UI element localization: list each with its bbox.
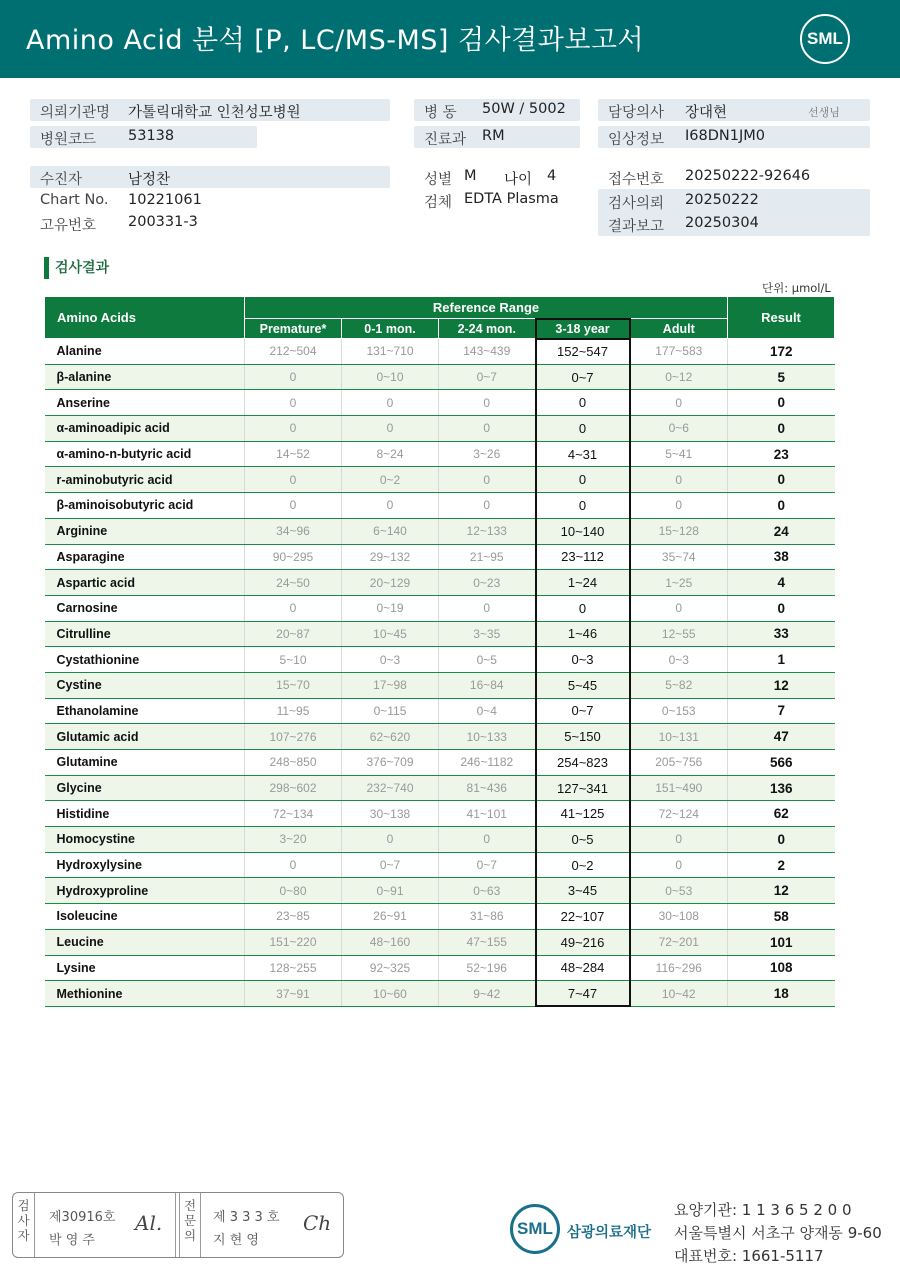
- infant-range: 0~23: [439, 570, 536, 596]
- newborn-range: 62~620: [342, 724, 439, 750]
- department-label: 진료과: [424, 132, 467, 148]
- newborn-range: 0~115: [342, 698, 439, 724]
- child-range: 0~7: [536, 364, 630, 390]
- adult-range: 0~6: [630, 416, 728, 442]
- table-row: [45, 929, 835, 955]
- premature-range: 0: [245, 467, 342, 493]
- adult-range: 5~82: [630, 672, 728, 698]
- child-range: 41~125: [536, 801, 630, 827]
- child-header: 3-18 year: [536, 319, 630, 339]
- amino-acid-name: β-aminoisobutyric acid: [45, 493, 245, 519]
- child-range: 152~547: [536, 339, 630, 365]
- child-range: 10~140: [536, 518, 630, 544]
- amino-acid-name: Citrulline: [45, 621, 245, 647]
- table-row: [45, 467, 835, 493]
- result-value: 24: [728, 518, 835, 544]
- adult-range: 5~41: [630, 441, 728, 467]
- infant-range: 21~95: [439, 544, 536, 570]
- result-value: 12: [728, 878, 835, 904]
- amino-acid-name: α-amino-n-butyric acid: [45, 441, 245, 467]
- unit-label: 단위: μmol/L: [762, 281, 831, 295]
- newborn-range: 8~24: [342, 441, 439, 467]
- infant-range: 0: [439, 595, 536, 621]
- child-range: 0: [536, 416, 630, 442]
- amino-acid-name: Hydroxyproline: [45, 878, 245, 904]
- table-row: [45, 518, 835, 544]
- adult-range: 0: [630, 595, 728, 621]
- table-row: [45, 904, 835, 930]
- table-row: [45, 878, 835, 904]
- newborn-range: 0: [342, 827, 439, 853]
- infant-range: 9~42: [439, 981, 536, 1007]
- sml-logo: SML: [800, 14, 850, 64]
- premature-range: 34~96: [245, 518, 342, 544]
- adult-range: 151~490: [630, 775, 728, 801]
- premature-range: 11~95: [245, 698, 342, 724]
- child-range: 0: [536, 493, 630, 519]
- amino-acid-name: Glutamic acid: [45, 724, 245, 750]
- premature-header: Premature*: [245, 319, 342, 339]
- newborn-range: 0: [342, 416, 439, 442]
- specialist-number: 제 3 3 3 호: [213, 1210, 280, 1225]
- premature-range: 128~255: [245, 955, 342, 981]
- result-value: 0: [728, 390, 835, 416]
- infant-range: 0: [439, 493, 536, 519]
- amino-acid-name: Histidine: [45, 801, 245, 827]
- newborn-range: 6~140: [342, 518, 439, 544]
- newborn-range: 0~19: [342, 595, 439, 621]
- child-range: 1~24: [536, 570, 630, 596]
- adult-range: 0~153: [630, 698, 728, 724]
- sml-footer-logo: SML: [510, 1204, 560, 1254]
- premature-range: 151~220: [245, 929, 342, 955]
- table-row: [45, 801, 835, 827]
- table-row: [45, 570, 835, 596]
- result-value: 566: [728, 750, 835, 776]
- newborn-range: 232~740: [342, 775, 439, 801]
- result-value: 1: [728, 647, 835, 673]
- table-row: [45, 827, 835, 853]
- infant-range: 0: [439, 390, 536, 416]
- infant-range: 0~5: [439, 647, 536, 673]
- result-value: 58: [728, 904, 835, 930]
- newborn-range: 48~160: [342, 929, 439, 955]
- result-value: 136: [728, 775, 835, 801]
- infant-range: 3~26: [439, 441, 536, 467]
- child-range: 5~150: [536, 724, 630, 750]
- table-row: [45, 647, 835, 673]
- child-range: 5~45: [536, 672, 630, 698]
- signature-box: [12, 1192, 344, 1258]
- table-row: [45, 595, 835, 621]
- infant-range: 3~35: [439, 621, 536, 647]
- result-value: 33: [728, 621, 835, 647]
- doctor-value: 장대현: [685, 105, 728, 121]
- child-range: 0: [536, 390, 630, 416]
- amino-acid-name: Glycine: [45, 775, 245, 801]
- newborn-range: 30~138: [342, 801, 439, 827]
- adult-range: 0~3: [630, 647, 728, 673]
- report-date-value: 20250304: [685, 215, 759, 231]
- result-value: 101: [728, 929, 835, 955]
- infant-range: 52~196: [439, 955, 536, 981]
- table-row: [45, 698, 835, 724]
- amino-acid-name: Arginine: [45, 518, 245, 544]
- newborn-range: 29~132: [342, 544, 439, 570]
- table-row: [45, 441, 835, 467]
- result-value: 38: [728, 544, 835, 570]
- infant-range: 81~436: [439, 775, 536, 801]
- phone-number: 대표번호: 1661-5117: [674, 1247, 824, 1265]
- infant-range: 0: [439, 827, 536, 853]
- newborn-range: 0~3: [342, 647, 439, 673]
- adult-header: Adult: [630, 319, 728, 339]
- chart-number-label: Chart No.: [40, 192, 109, 208]
- child-range: 0: [536, 595, 630, 621]
- table-row: [45, 339, 835, 365]
- adult-range: 12~55: [630, 621, 728, 647]
- adult-range: 177~583: [630, 339, 728, 365]
- amino-acid-name: Homocystine: [45, 827, 245, 853]
- amino-acid-name: Leucine: [45, 929, 245, 955]
- adult-range: 0~53: [630, 878, 728, 904]
- request-date-value: 20250222: [685, 192, 759, 208]
- amino-acid-name: Isoleucine: [45, 904, 245, 930]
- table-row: [45, 493, 835, 519]
- infant-range: 0: [439, 467, 536, 493]
- premature-range: 20~87: [245, 621, 342, 647]
- address: 서울특별시 서초구 양재동 9-60: [674, 1224, 882, 1242]
- infant-range: 16~84: [439, 672, 536, 698]
- newborn-header: 0-1 mon.: [342, 319, 439, 339]
- institution-code: 요양기관: 1 1 3 6 5 2 0 0: [674, 1201, 852, 1219]
- result-value: 62: [728, 801, 835, 827]
- infant-range: 10~133: [439, 724, 536, 750]
- child-range: 254~823: [536, 750, 630, 776]
- adult-range: 15~128: [630, 518, 728, 544]
- result-value: 0: [728, 416, 835, 442]
- result-value: 0: [728, 827, 835, 853]
- newborn-range: 17~98: [342, 672, 439, 698]
- adult-range: 30~108: [630, 904, 728, 930]
- premature-range: 0: [245, 390, 342, 416]
- examiner-name: 박 영 주: [49, 1233, 95, 1248]
- infant-range: 143~439: [439, 339, 536, 365]
- amino-acids-header: Amino Acids: [45, 297, 245, 339]
- infant-range: 47~155: [439, 929, 536, 955]
- premature-range: 15~70: [245, 672, 342, 698]
- hospital-code-label: 병원코드: [40, 132, 97, 148]
- result-value: 4: [728, 570, 835, 596]
- premature-range: 37~91: [245, 981, 342, 1007]
- report-date-label: 결과보고: [608, 219, 665, 235]
- infant-range: 246~1182: [439, 750, 536, 776]
- newborn-range: 26~91: [342, 904, 439, 930]
- reference-range-header: Reference Range: [245, 297, 728, 319]
- child-range: 4~31: [536, 441, 630, 467]
- doctor-label: 담당의사: [608, 105, 665, 121]
- table-row: [45, 390, 835, 416]
- patient-label: 수진자: [40, 172, 83, 188]
- premature-range: 5~10: [245, 647, 342, 673]
- receipt-value: 20250222-92646: [685, 168, 811, 184]
- adult-range: 0: [630, 827, 728, 853]
- newborn-range: 131~710: [342, 339, 439, 365]
- result-value: 0: [728, 467, 835, 493]
- specialist-signature: Ch: [303, 1211, 332, 1235]
- doctor-suffix: 선생님: [808, 106, 840, 119]
- table-row: [45, 852, 835, 878]
- newborn-range: 92~325: [342, 955, 439, 981]
- amino-acid-name: β-alanine: [45, 364, 245, 390]
- adult-range: 0: [630, 390, 728, 416]
- table-row: [45, 775, 835, 801]
- premature-range: 0: [245, 416, 342, 442]
- amino-acid-name: Lysine: [45, 955, 245, 981]
- child-range: 48~284: [536, 955, 630, 981]
- result-value: 7: [728, 698, 835, 724]
- premature-range: 212~504: [245, 339, 342, 365]
- table-row: [45, 416, 835, 442]
- receipt-label: 접수번호: [608, 172, 665, 188]
- amino-acid-name: Cystathionine: [45, 647, 245, 673]
- amino-acid-name: Cystine: [45, 672, 245, 698]
- adult-range: 10~131: [630, 724, 728, 750]
- examiner-label: 검사자: [13, 1193, 35, 1257]
- premature-range: 24~50: [245, 570, 342, 596]
- newborn-range: 0: [342, 390, 439, 416]
- results-table: [44, 296, 835, 1007]
- signature-divider: [175, 1193, 176, 1257]
- adult-range: 35~74: [630, 544, 728, 570]
- info-bar: [30, 166, 390, 188]
- organization-name: 삼광의료재단: [567, 1225, 652, 1241]
- results-body: [45, 339, 835, 1007]
- premature-range: 90~295: [245, 544, 342, 570]
- child-range: 127~341: [536, 775, 630, 801]
- specialist-name: 지 현 영: [213, 1233, 259, 1248]
- result-value: 0: [728, 595, 835, 621]
- premature-range: 0: [245, 595, 342, 621]
- result-value: 2: [728, 852, 835, 878]
- adult-range: 0: [630, 467, 728, 493]
- amino-acid-name: r-aminobutyric acid: [45, 467, 245, 493]
- newborn-range: 10~60: [342, 981, 439, 1007]
- adult-range: 72~124: [630, 801, 728, 827]
- chart-number-value: 10221061: [128, 192, 202, 208]
- adult-range: 72~201: [630, 929, 728, 955]
- examiner-number: 제30916호: [49, 1210, 116, 1225]
- child-range: 23~112: [536, 544, 630, 570]
- child-range: 0~5: [536, 827, 630, 853]
- newborn-range: 0: [342, 493, 439, 519]
- hospital-code-value: 53138: [128, 128, 175, 144]
- report-title: Amino Acid 분석 [P, LC/MS-MS] 검사결과보고서: [26, 25, 645, 56]
- table-row: [45, 621, 835, 647]
- institution-label: 의뢰기관명: [40, 105, 111, 121]
- child-range: 0~3: [536, 647, 630, 673]
- adult-range: 0: [630, 852, 728, 878]
- examiner-signature: Al.: [135, 1211, 163, 1235]
- premature-range: 107~276: [245, 724, 342, 750]
- infant-range: 41~101: [439, 801, 536, 827]
- specimen-value: EDTA Plasma: [464, 191, 559, 207]
- adult-range: 205~756: [630, 750, 728, 776]
- child-range: 7~47: [536, 981, 630, 1007]
- result-value: 5: [728, 364, 835, 390]
- specimen-label: 검체: [424, 195, 453, 211]
- child-range: 22~107: [536, 904, 630, 930]
- infant-range: 0~4: [439, 698, 536, 724]
- newborn-range: 376~709: [342, 750, 439, 776]
- amino-acid-name: Carnosine: [45, 595, 245, 621]
- age-value: 4: [547, 168, 557, 184]
- adult-range: 0: [630, 493, 728, 519]
- table-row: [45, 672, 835, 698]
- ward-label: 병 동: [424, 105, 457, 121]
- newborn-range: 10~45: [342, 621, 439, 647]
- result-value: 172: [728, 339, 835, 365]
- child-range: 0~2: [536, 852, 630, 878]
- newborn-range: 0~91: [342, 878, 439, 904]
- table-row: [45, 955, 835, 981]
- table-row: [45, 981, 835, 1007]
- amino-acid-name: Alanine: [45, 339, 245, 365]
- child-range: 0: [536, 467, 630, 493]
- unique-number-value: 200331-3: [128, 214, 198, 230]
- result-value: 47: [728, 724, 835, 750]
- table-row: [45, 724, 835, 750]
- sex-label: 성별: [424, 172, 453, 188]
- request-date-label: 검사의뢰: [608, 196, 665, 212]
- premature-range: 0: [245, 852, 342, 878]
- sex-value: M: [464, 168, 477, 184]
- result-header: Result: [728, 297, 835, 339]
- unique-number-label: 고유번호: [40, 218, 97, 234]
- ward-value: 50W / 5002: [482, 101, 566, 117]
- child-range: 1~46: [536, 621, 630, 647]
- adult-range: 116~296: [630, 955, 728, 981]
- infant-range: 0~63: [439, 878, 536, 904]
- adult-range: 10~42: [630, 981, 728, 1007]
- newborn-range: 0~10: [342, 364, 439, 390]
- table-row: [45, 750, 835, 776]
- newborn-range: 0~2: [342, 467, 439, 493]
- newborn-range: 20~129: [342, 570, 439, 596]
- adult-range: 0~12: [630, 364, 728, 390]
- result-value: 0: [728, 493, 835, 519]
- result-value: 12: [728, 672, 835, 698]
- table-row: [45, 364, 835, 390]
- infant-header: 2-24 mon.: [439, 319, 536, 339]
- premature-range: 0: [245, 493, 342, 519]
- premature-range: 72~134: [245, 801, 342, 827]
- premature-range: 248~850: [245, 750, 342, 776]
- adult-range: 1~25: [630, 570, 728, 596]
- premature-range: 14~52: [245, 441, 342, 467]
- amino-acid-name: Ethanolamine: [45, 698, 245, 724]
- amino-acid-name: Methionine: [45, 981, 245, 1007]
- amino-acid-name: α-aminoadipic acid: [45, 416, 245, 442]
- premature-range: 23~85: [245, 904, 342, 930]
- table-row: [45, 544, 835, 570]
- child-range: 0~7: [536, 698, 630, 724]
- infant-range: 12~133: [439, 518, 536, 544]
- infant-range: 0~7: [439, 852, 536, 878]
- specialist-label: 전문의: [179, 1193, 201, 1257]
- premature-range: 298~602: [245, 775, 342, 801]
- child-range: 49~216: [536, 929, 630, 955]
- clinical-info-value: I68DN1JM0: [685, 128, 765, 144]
- amino-acid-name: Glutamine: [45, 750, 245, 776]
- report-header: [0, 0, 900, 78]
- result-value: 108: [728, 955, 835, 981]
- infant-range: 0: [439, 416, 536, 442]
- amino-acid-name: Aspartic acid: [45, 570, 245, 596]
- amino-acid-name: Anserine: [45, 390, 245, 416]
- patient-value: 남정찬: [128, 172, 171, 188]
- result-value: 23: [728, 441, 835, 467]
- institution-value: 가톨릭대학교 인천성모병원: [128, 105, 301, 121]
- premature-range: 0~80: [245, 878, 342, 904]
- infant-range: 0~7: [439, 364, 536, 390]
- department-value: RM: [482, 128, 505, 144]
- result-value: 18: [728, 981, 835, 1007]
- newborn-range: 0~7: [342, 852, 439, 878]
- clinical-info-label: 임상정보: [608, 132, 665, 148]
- premature-range: 0: [245, 364, 342, 390]
- infant-range: 31~86: [439, 904, 536, 930]
- amino-acid-name: Asparagine: [45, 544, 245, 570]
- section-title: 검사결과: [44, 257, 109, 279]
- child-range: 3~45: [536, 878, 630, 904]
- amino-acid-name: Hydroxylysine: [45, 852, 245, 878]
- age-label: 나이: [504, 172, 533, 188]
- premature-range: 3~20: [245, 827, 342, 853]
